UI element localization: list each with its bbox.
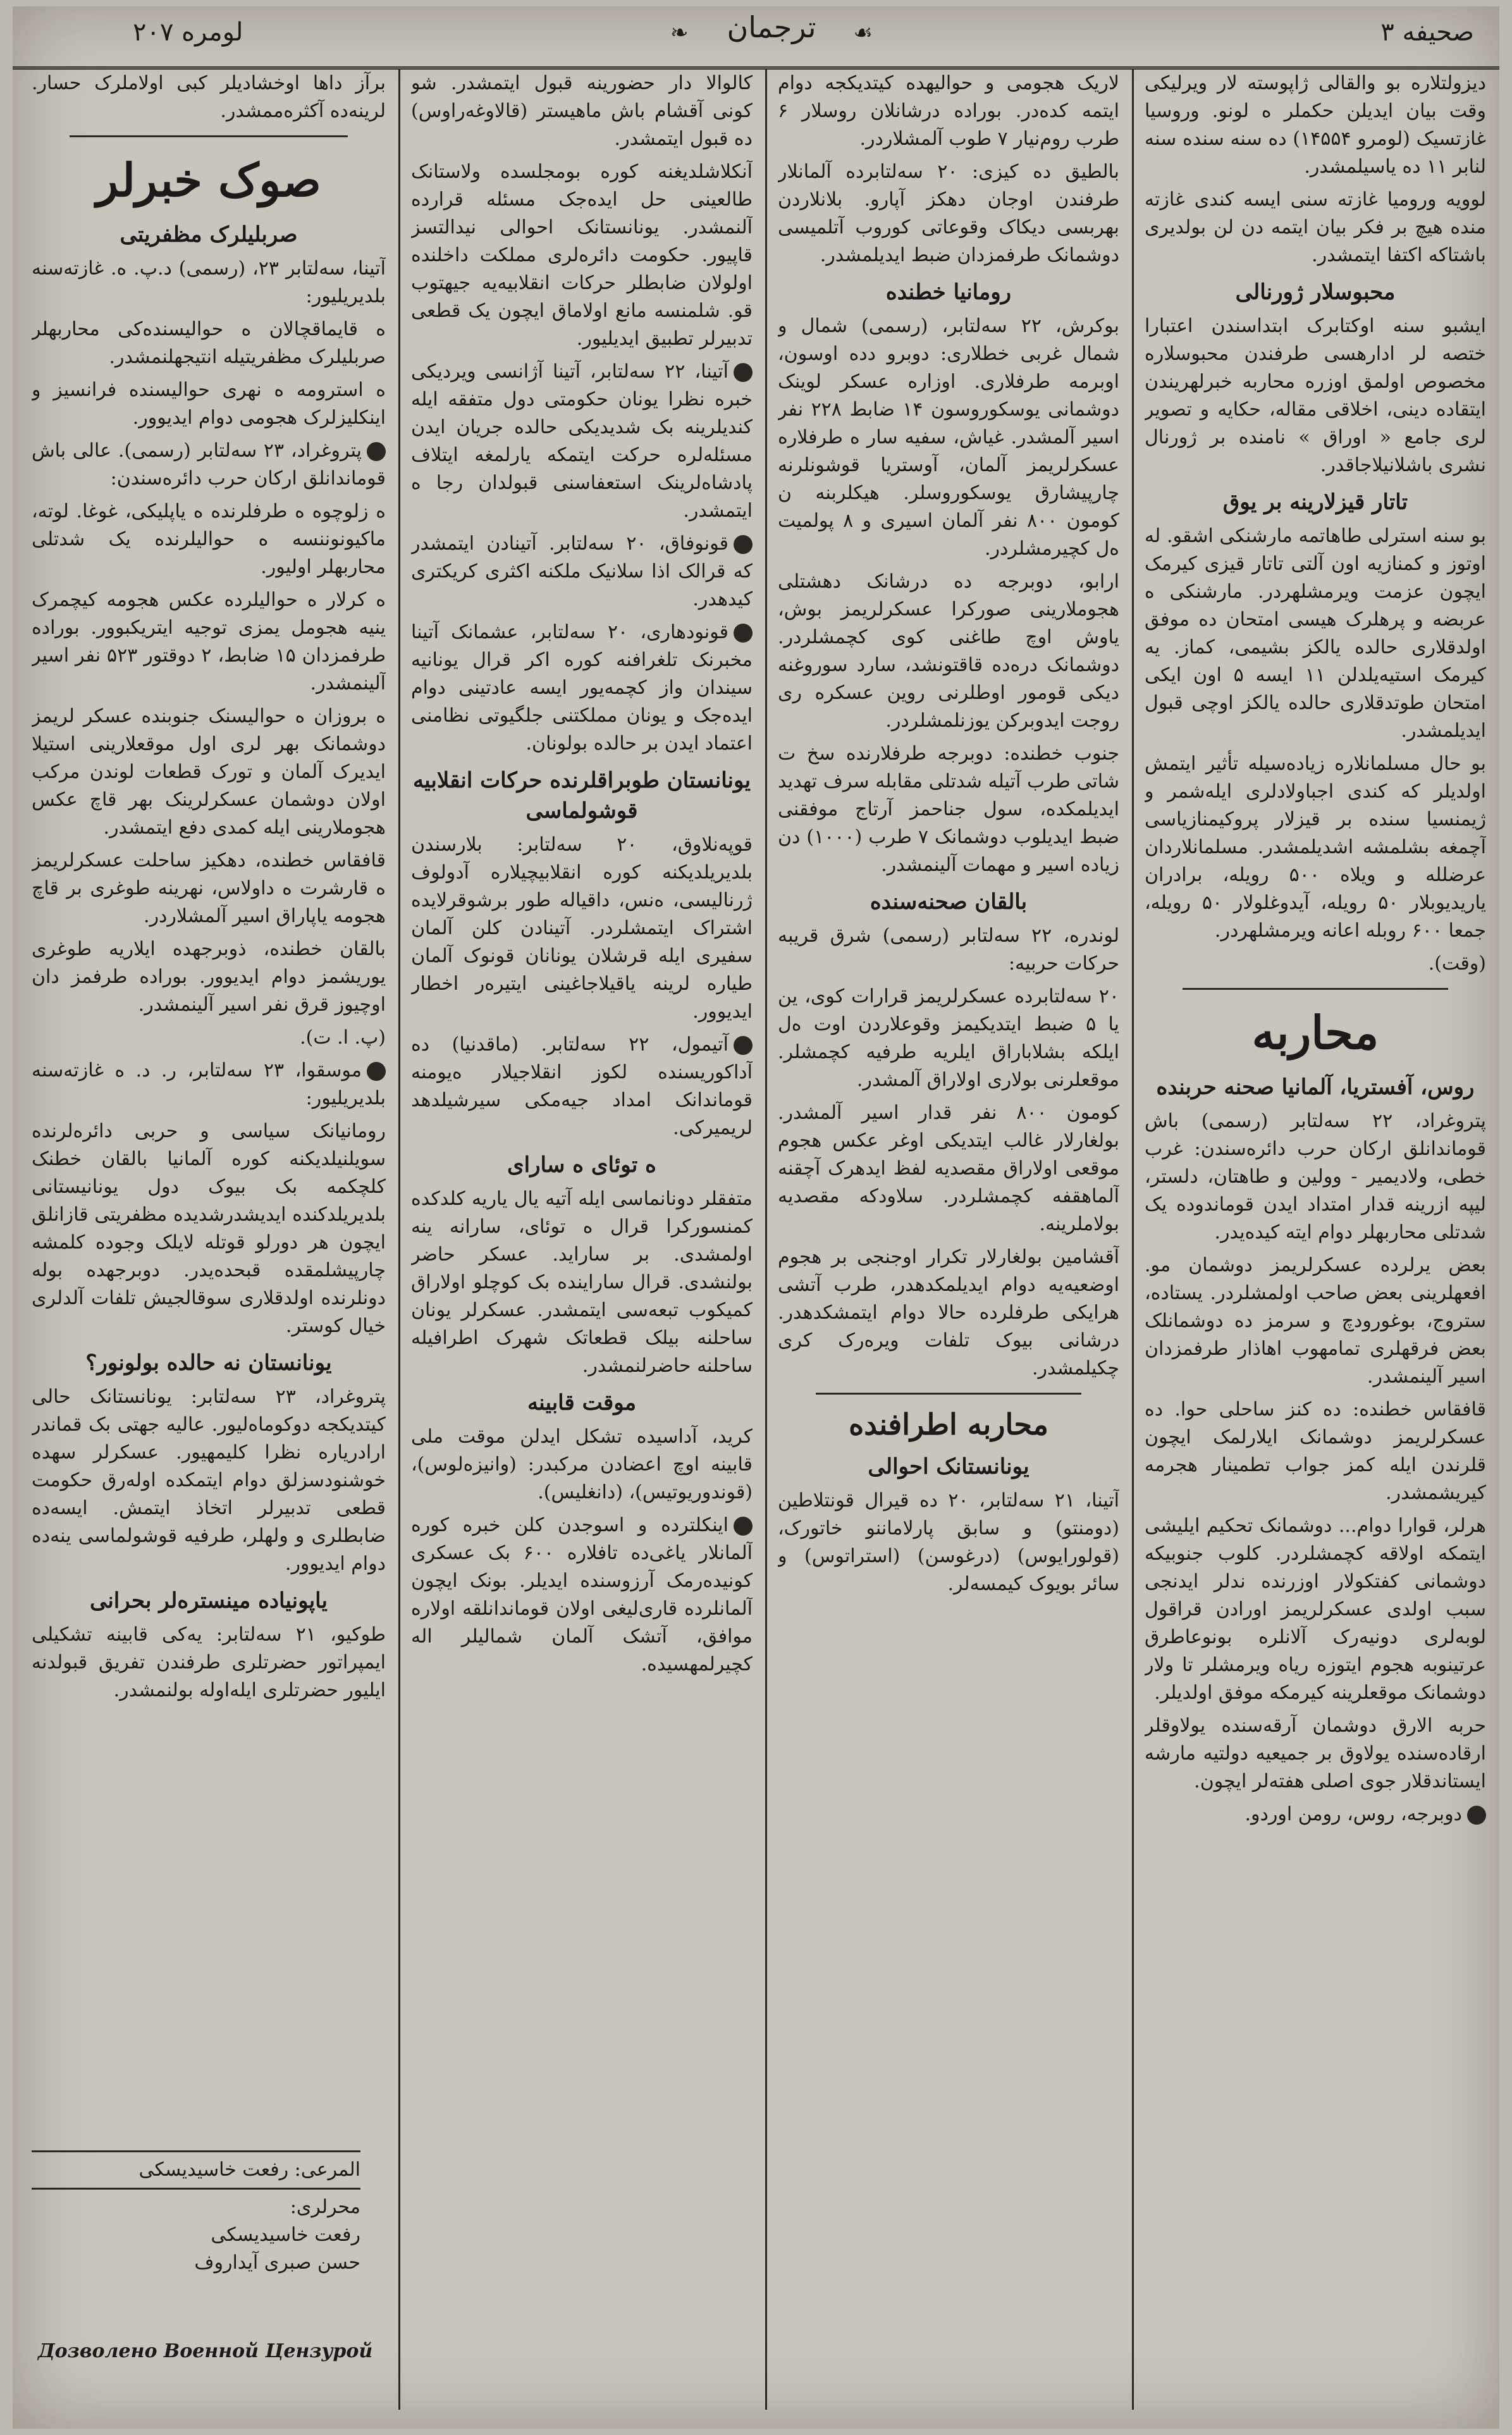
column-1 [1145,70,1486,2410]
war-heading: محاربه [1251,1006,1379,1059]
editor-name: رفعت خاسیدیسکی [211,2224,360,2246]
newspaper-page [13,6,1499,2429]
bullet-icon [367,442,386,461]
paragraph: پتروغراد، ۲۲ سه‌لتابر (رسمی) باش قوماندانلق ارکان حرب دائره‌سندن: غرب خطی، ولادیمیر - وولین و طاهتان، دلستر، لیپه ازرینه قدار امتداد ایدن قوماندوده یک شدتلی محاربهلر دوام ایته کیده‌یدر. [1145,1110,1486,1243]
columns [13,70,1499,2429]
paragraph: دیزولتلاره بو والقالی ژاپوسته لار ویرلیکی وقت بیان ایدیلن حکملر ه لونو. وروسیا غازتسیک (لومرو ۱۴۵۵۴) ده سنه سنده سنه لنابر ۱۱ ده یاسیلمشدر. [1145,72,1486,178]
section-subheading: یونانستانک احوالی [868,1454,1030,1479]
bullet-icon [734,363,753,382]
section-heading: محبوسلار ژورنالی [1235,280,1396,305]
paragraph: لوندره، ۲۲ سه‌لتابر (رسمی) شرق قریبه حرکات حربیه: [778,925,1119,975]
paragraph: بالقان خطنده، ذوبرجهده ایلاریه طوغری یوریشمز دوام ایدیوور. بوراده طرفمز دان اوچیوز قرق نفر اسیر آلینمشدر. [32,938,386,1016]
paragraph: ه کرلار ه حوالیلرده عکس هجومه کیچمرک ینیه هجومل یمزی توجیه ایتریکبوور. بوراده طرفمزدان ۱۵ ضابط، ۲ دوقتور ۵۲۳ نفر اسیر آلینمشدر. [32,589,386,694]
newspaper-title-text: ترجمان [727,10,816,44]
paragraph-text: آتیمول، ۲۲ سه‌لتابر. (ماقدنیا) ده آداکوریسنده لکوز انقلاجیلار ه‌یومنه قوماندانک امداد جیه‌مکی سیرشیلدهد لریمیرکی. [411,1033,753,1139]
paragraph: آنکلاشلدیغنه کوره بومجلسده ولاستانک طالعینی حل ایده‌جک مسئله قرارده آلنمشدر. یونانستانک احوالی نیدالتسز قاپیور. حکومت دائره‌لری مملکت داخلنده اولولان ضابطلر حرکات انقلابیه‌یه جیهتوب قو. شلمنسه مانع اولاماق ایچون یک قطعی تدبیرلر تطبیق ایدیلیور. [411,161,753,350]
owner-row [32,2150,360,2188]
paragraph-text: اینکلترده و اسوجدن کلن خبره کوره آلمانلار یاغی‌ده تافلاره ۶۰۰ بک عسکری کونیده‌رمک آرزوسنده ایدیلر. بونک ایچون آلمانلرده قاری‌لیغی اولان قوماندانلقه اولاره موافق، آتشک آلمان شمالیلر اله کچیرلمهسیده. [411,1514,753,1675]
paragraph [411,619,753,758]
paragraph-text: آتینا، ۲۲ سه‌لتابر، آتینا آژانسی ویردیکی خبره نظرا یونان حکومتی دول متفقه ایله کندیلرینه بک شدیدیکی حالده جریان ایدن مسئله‌لره حرکت ایتمکه یارلمغه ایتلاف پادشاه‌لرینک استعفاسنی قبولدان رجا ه ایتمشدر. [411,361,753,522]
paragraph: ه بروزان ه حوالیسنک جنوبنده عسکر لریمز دوشمانک بهر لری اول موقعلارینی استیلا ایدیرک آلمان و تورک قطعات لوندن مرکب اولان دوشمان عسکرلرینک بهر قاچ عکس هجوملارینی ایله کمدی دفع ایتمشدر. [32,705,386,839]
paragraph-text: قونودهاری، ۲۰ سه‌لتابر، عشمانک آتینا مخبرنک تلغرافنه کوره اکر قرال یونانیه سیندان واز کچمه‌یور ایسه عادتینی دوام ایده‌جک و یونان مملکتنی جلگیوتی نظامنی اعتماد ایدن بر حالده بولونان. [411,621,753,755]
divider [816,1393,1081,1395]
bullet-icon [1467,1806,1486,1825]
paragraph: هرلر، قوارا دوام... دوشمانک تحکیم ایلیشی ایتمکه اولاقه کچمشلردر. کلوب جنوبیکه دوشمانی کفتکولار اوزرنده ندلر ایدنجی سبب اولدی عسکرلریمز اورادن قراقول لوبه‌لری دونیه‌رک آلانلره بونوعاطرق عرتینوبه هجوم ایتوزه ریاه ویرمشلر تا ولار دوشمانک موقعلرینه کیرمکه موفق اولدیلر. [1145,1515,1486,1704]
bullet-icon [734,1036,753,1055]
paragraph-text: موسقوا، ۲۳ سه‌لتابر، ر. د. ه غازته‌سنه بلدیریلیور: [32,1059,386,1109]
column-rule [1132,70,1134,2410]
section-heading-large: محاربه اطرافنده [849,1407,1048,1441]
paragraph: ارابو، دوبرجه ده درشانک دهشتلی هجوملارینی صورکرا عسکرلریمز بوش، یاوش اوچ طاغنی کوی کچمشلردر. دوشمانک دره‌ده قاقتونشد، سارد سوروغنه دیکی قومور اوطلرنی روین عسکره ری روجت ایدوبرکن یوزنلمشلردر. [778,570,1119,732]
masthead [13,6,1499,70]
paragraph: قافقاس خطنده: ده کنز ساحلی حوا. ده عسکرلریمز دوشمانک ایلارلمک ایچون قلرندن ایله کمز جواب تطمینار هجرمه کیریشمشدر. [1145,1398,1486,1504]
paragraph-text: پتروغراد، ۲۳ سه‌لتابر (رسمی). عالی باش قوماندانلق ارکان حرب دائره‌سندن: [32,440,386,490]
section-heading: روس، آفستریا، آلمانیا صحنه حربنده [1156,1075,1475,1100]
paragraph: لوویه ورومیا غازته سنی ایسه کندی غازته منده هیچ بر فکر بیان ایتمه دن لن بولدیری باشتاکه اکتفا ایتمشدر. [1145,188,1486,266]
bullet-icon [734,1517,753,1536]
paragraph: طوکیو، ۲۱ سه‌لتابر: یه‌کی قابینه تشکیلی ایمپراتور حضرتلری طرفندن تفریق قبولدنه ایلیور حضرتلری ایله‌اوله بولنمشدر. [32,1624,386,1701]
latest-news-heading: صوک خبرلر [96,153,321,207]
paragraph: جنوب خطنده: دوبرجه طرفلارنده سخ ت شاتی طرب آتیله شدتلی مقابله سرف تهدید ایدیلمکده، سول جناحمز آرتاج موفقنی ضبط ایدیلوب دوشمانک ۷ طرب (۱۰۰۰) دن زیاده اسیر و مهمات آلینمشدر. [778,743,1119,876]
editor-name: حسن صبری آیداروف [194,2252,360,2274]
paragraph: آتینا، ۲۱ سه‌لتابر، ۲۰ ده قیرال قونتلاطین (دومنتو) و سابق پارلاماننو خاتورک، (قولورایوس) (درغوسن) (استراتوس) و سائر بویوک کیمسه‌لر. [778,1489,1119,1595]
editors-row [32,2188,360,2281]
section-heading: بالقان صحنه‌سنده [870,889,1028,915]
divider [70,135,348,137]
paragraph [411,530,753,613]
paragraph [411,1512,753,1679]
paragraph: بعض یرلرده عسکرلریمز دوشمان مو. افعهلرینی بعض صاحب اولمشلردر. یستاده، ستروج، بوغورودچ و سرمز ده دوشمانلک بعض فرقهلری تمامهوب اهاذار طرفمزدان اسیر آلینمشدر. [1145,1254,1486,1388]
paragraph: رومانیانک سیاسی و حربی دائره‌لرنده سویلنیلدیکنه کوره آلمانیا بالقان خطنک کلچکمه بک بیوک دول یونانیستانی بلدیریلدکنده ایدیشدرشدیده مظفریتی قازانلق ایچون هر دورلو قوتله لایلک وجوده کلمشه چارپیشلمقده قبحده‌یدر. دوبرجهده بوله دونلرنده اولدقلاری سوقالجیش تلفات آلدلری خیال کوستر. [32,1120,386,1337]
column-rule [765,70,767,2410]
section-heading: ه توئای ه سارای [507,1152,656,1178]
signature: (وقت). [1428,952,1486,975]
section-heading: تاتار قیزلارینه بر یوق [1222,490,1408,515]
paragraph: قوپه‌نلاوق، ۲۰ سه‌لتابر: بلارسندن بلدیریلدیکنه کوره انقلابیچیلاره آدولوف ژرنالیسی، ه‌نس، داقیاله طور برشوقرلایده اشتراک ایتمشلردر. آتینادن کلن آلمان سفیری ایله قرشلان یونانان قونوک آلمان طیاره لرینه یاقیلاجاغینی ایتیره‌ر اخطار ایدیوور. [411,834,753,1023]
section-heading: صربلیلرک مظفریتی [120,222,298,247]
bullet-icon [734,624,753,643]
paragraph: برآز داها اوخشادیلر کبی اولاملرک حسار. لرینه‌ده آکثره‌ممشدر. [32,72,386,122]
paragraph: متفقلر دونانماسی ایله آتیه یال یاریه کلدکده کمنسورکرا قرال ه توئای، سارانه ینه اولمشدی. بر ساراید. عسکر حاضر بولنشدی. قرال ساراینده بک کوچلو اولاراق کمیکوب تبعه‌سی ایتمشدر. عسکرلر یونان ساحلنه بیلک قطعاتک شهرک اطرافیله ساحلنه حاضرلنمشدر. [411,1188,753,1377]
paragraph [1145,1801,1486,1828]
ornament-left-icon: ❧ [670,20,689,46]
paragraph: ه قایماقچالان ه حوالیسنده‌کی محاربهلر صربلیلرک مظفریتیله انتیجهلنمشدر. [32,318,386,368]
bullet-icon [734,535,753,554]
paragraph: ایشبو سنه اوکتابرک ابتداسندن اعتبارا ختصه لر ادارهسی طرفندن محبوسلاره مخصوص اولمق اوزره محاربه خبرلهریندن ایتقاده دینی، اخلاقی مقاله، حکایه و تصویر لری جامع « اوراق » نامنده بر ژورنال نشری باشلانیلاجاقدر. [1145,315,1486,476]
censorship-note: Дозволено Военной Цензурой [38,2340,373,2362]
ornament-right-icon: ☙ [853,20,873,46]
paragraph: ۲۰ سه‌لتابرده عسکرلریمز قرارات کوی، ین یا ۵ ضبط ایتدیکیمز وقوعلاردن اوت ه‌ل ایلکه بشلاباراق ایلریه طرفیه کچمشلر. موقعلرنی بولاری اولاراق آلمشدر. [778,985,1119,1091]
page-number: صحیفه ۳ [1380,18,1474,47]
owner-label: المرعی: [294,2159,360,2181]
column-4 [32,70,386,2144]
paragraph-text: دوبرجه، روس، رومن اوردو. [1245,1803,1462,1825]
paragraph [411,1031,753,1142]
owner-name: رفعت خاسیدیسکی [138,2159,289,2181]
paragraph: بالطیق ده کیزی: ۲۰ سه‌لتابرده آلمانلار طرفندن اوجان دهکز آپارو. بلانلاردن بهربسی دیکاک وقوعاتی کوروب آتلمیسی دوشمانک طرفمزدان ضبط ایدیلمشدر. [778,161,1119,266]
paragraph: ه استرومه ه نهری حوالیسنده فرانسیز و اینکلیزلرک هجومی دوام ایدیوور. [32,379,386,429]
paragraph [32,1057,386,1113]
paragraph: بو حال مسلمانلاره زیاده‌سیله تأثیر ایتمش اولدیلر که کندی اجباولادلری ایله‌شمر و ژیمنسیا سنده بر قیزلار پروکیمنازیاسی آچمغه بشلمشه اشدیلمشدر. مسلمانلاردان عرضلله و ویلاه ۵۰۰ رویله، برادران یاریدیوبلار ۵۰ رویله، آیدوغلولار ۵۰ رویله، جمعا ۶۰۰ روبله اعانه ویرمشلهردر. [1145,753,1486,942]
paragraph: ه زلوچوه ه طرفلرنده ه یاپلیکی، غوغا. لوته، ماکیونوننسه ه حوالیلرنده یک شدتلی محاربهلر اولیور. [32,500,386,578]
column-3 [411,70,753,2410]
paragraph: پتروغراد، ۲۳ سه‌لتابر: یونانستانک حالی کیتدیکجه دوکوماه‌لیور. عالیه جهتی بک قماندر ارادریاره نظرا کلیمهیور. عسکرلر سهده خوشنودسزلق دوام ایتمکده اوله‌رق حکومت قطعی تدبیرلر اتخاذ ایتمش. ایسه‌ده ضابطلری و ولهلر، طرفیه قوشولماسی ینه‌ده دوام ایدیوور. [32,1386,386,1575]
paragraph: بوکرش، ۲۲ سه‌لتابر، (رسمی) شمال و شمال غربی خطلاری: دوبرو دده اوسون، اوبرمه طرفلاری. اوزاره عسکر لوینک دوشمانی یوسکوروسون ۱۴ ضابط ۲۲۸ نفر اسیر آلمشدر. غیاش، سفیه سار ه طرفلاره عسکرلریمز آلمان، آوستریا قوشونلرنه چارپیشارق یوسکوروسلر. هیکلربنه ن کومون ۸۰۰ نفر آلمان اسیری و ۸ پولمیت ه‌ل کچیرمشلردر. [778,315,1119,560]
paragraph: آتینا، سه‌لتابر ۲۳، (رسمی) د.پ. ه. غازته‌سنه بلدیریلیور: [32,257,386,307]
section-heading: یاپونیاده مینستره‌لر بحرانی [90,1588,328,1613]
section-heading: یونانستان نه حالده بولونور؟ [85,1350,332,1376]
paragraph: کرید، آداسیده تشکل ایدلن موقت ملی قابینه اوچ اعضادن مرکبدر: (وانیزه‌لوس)، (قوندوریوتیس)، (دانغلیس). [411,1426,753,1503]
paragraph: آقشامین بولغارلار تکرار اوجنجی بر هجوم اوضعیه‌یه دوام ایدیلمکدهدر، طرب آتشی هرایکی طرفلرده حالا دوام ایتمشکدهدر. درشانی بیوک تلفات ویره‌رک کری چکیلمشدر. [778,1246,1119,1379]
section-heading: موقت قابینه [527,1390,637,1415]
paragraph [32,437,386,493]
column-2 [778,70,1119,2410]
column-rule [398,70,400,2410]
paragraph: کومون ۸۰۰ نفر قدار اسیر آلمشدر. بولغارلار غالب ایتدیکی اوغر عکس هجوم موقعی اولاراق مقصدیه لفظ ایدهرک آچقنه آلماهقفه کچمشلردر. سلاودکه مقصدیه بولاملرینه. [778,1102,1119,1235]
editors-label: محرلری: [290,2196,360,2218]
imprint-box [32,2150,360,2281]
paragraph: کالوالا دار حضورینه قبول ایتمشدر. شو کونی آقشام باش ماهیستر (قالاوغه‌راوس) ده قبول ایتمشدر. [411,72,753,150]
paragraph: بو سنه استرلی طاهاتمه مارشنکی اشقو. له اوتوز و کمنازیه اون آلتی تاتار قیزی کیرمک ایچون عزمت ویرمشلهردر. مارشنکی ه عربضه و پرهلرک هیسی امتحان ده موفق اولدقلاری حالده یالکز بشیمی، کماز. یه کیرمک استیه‌یلدلن ۱۱ ایسه ۵ اون ایکی امتحان طوتدقلاری حالده یالکز اوچی قبول ایدیلمشدر. [1145,525,1486,742]
divider [1183,988,1448,990]
issue-number: لومره ۲۰۷ [133,18,243,47]
paragraph-text: قونوفاق، ۲۰ سه‌لتابر. آتینادن ایتمشدر که قرالک اذا سلانیک ملکنه اکثری کریکتری کیدهدر. [411,533,753,610]
paragraph: قافقاس خطنده، دهکیز ساحلت عسکرلریمز ه قارشرت ه داولاس، نهرینه طوغری بر قاچ هجومه یاپاراق اسیر آلمشلاردر. [32,849,386,927]
paragraph: (پ. ا. ت). [300,1026,386,1049]
paragraph: حربه الارق دوشمان آرقه‌سنده یولاوقلر ارقاده‌سنده یولاوق بر جمیعیه دولتیه مارشه ایستاندقلار جوی اصلی هفته‌لر ایچون. [1145,1715,1486,1792]
bullet-icon [367,1062,386,1081]
section-heading: یونانستان طوبراقلرنده حرکات انقلابیه قوشولماسی [412,768,751,823]
section-heading: رومانیا خطنده [885,280,1012,305]
paragraph: لاریک هجومی و حوالیهده کیتدیکجه دوام ایتمه کده‌در. بوراده درشانلان روسلار ۶ طرب روم‌نیار ۷ طوب آلمشلاردر. [778,72,1119,150]
paragraph [411,358,753,525]
newspaper-title [670,10,873,54]
